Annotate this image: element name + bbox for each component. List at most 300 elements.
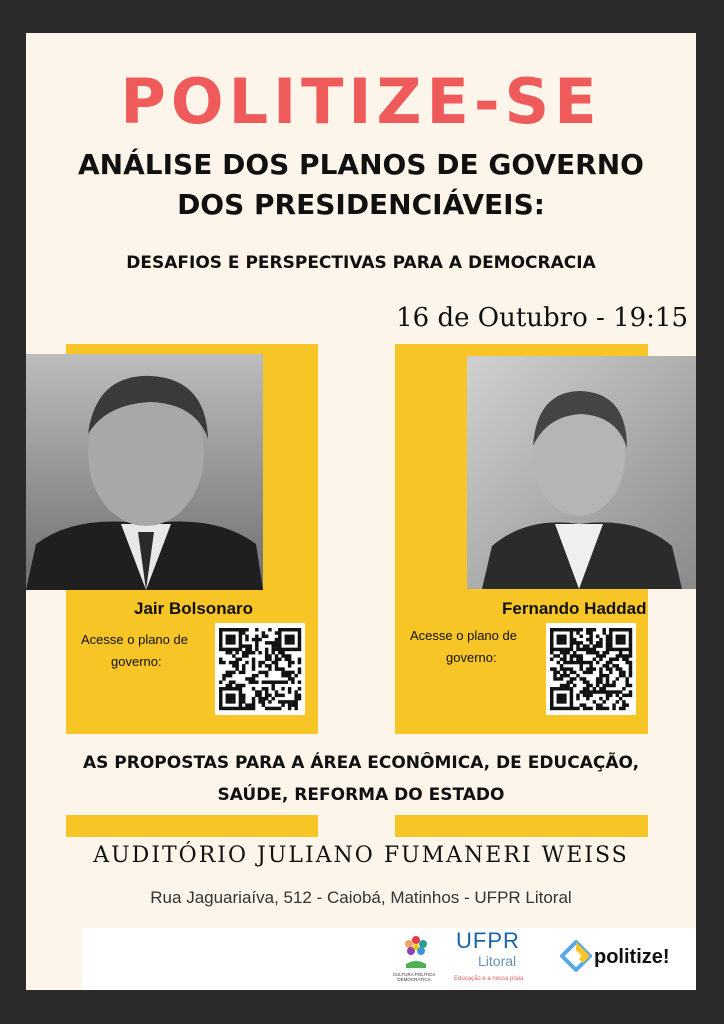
qr-module [580, 661, 583, 664]
qr-module [249, 648, 252, 651]
qr-module [265, 690, 268, 693]
qr-module [298, 635, 301, 638]
qr-module [589, 661, 592, 664]
qr-module [625, 694, 628, 697]
qr-module [235, 687, 238, 690]
qr-module [271, 707, 274, 710]
qr-module [619, 651, 622, 654]
qr-module [258, 661, 261, 664]
qr-module [609, 684, 612, 687]
qr-module [232, 654, 235, 657]
qr-module [609, 667, 612, 670]
qr-module [586, 707, 589, 710]
qr-module [606, 648, 609, 651]
qr-module [622, 674, 625, 677]
qr-module [288, 703, 291, 706]
qr-module [583, 677, 586, 680]
qr-module [563, 684, 566, 687]
qr-module [612, 680, 615, 683]
qr-module [222, 677, 225, 680]
qr-module [288, 687, 291, 690]
qr-module [593, 628, 596, 631]
qr-module [275, 664, 278, 667]
qr-module [265, 664, 268, 667]
qr-module [242, 667, 245, 670]
qr-module [275, 644, 278, 647]
qr-module [573, 671, 576, 674]
qr-module [229, 680, 232, 683]
qr-module [226, 697, 229, 700]
qr-module [566, 648, 569, 651]
qr-module [245, 651, 248, 654]
qr-module [606, 664, 609, 667]
qr-module [563, 641, 566, 644]
qr-module [262, 687, 265, 690]
qr-module [602, 651, 605, 654]
qr-module [619, 707, 622, 710]
qr-module [589, 651, 592, 654]
qr-module [586, 690, 589, 693]
qr-module [566, 667, 569, 670]
qr-module [252, 658, 255, 661]
qr-module [563, 638, 566, 641]
qr-module [583, 707, 586, 710]
qr-module [557, 677, 560, 680]
qr-module [563, 694, 566, 697]
qr-module [622, 641, 625, 644]
qr-module [262, 635, 265, 638]
qr-module [573, 641, 576, 644]
qr-module [265, 641, 268, 644]
cultura-politica-logo [400, 932, 432, 972]
qr-module [583, 648, 586, 651]
qr-module [229, 641, 232, 644]
qr-module [275, 680, 278, 683]
qr-module [222, 628, 225, 631]
qr-module [265, 694, 268, 697]
qr-module [622, 654, 625, 657]
qr-module [560, 667, 563, 670]
qr-module [576, 628, 579, 631]
qr-module [294, 703, 297, 706]
qr-module [219, 697, 222, 700]
qr-module [580, 667, 583, 670]
qr-module [616, 690, 619, 693]
qr-module [268, 664, 271, 667]
qr-module [560, 648, 563, 651]
qr-module [573, 628, 576, 631]
qr-module [265, 651, 268, 654]
qr-module [622, 638, 625, 641]
qr-module [268, 654, 271, 657]
qr-module [219, 644, 222, 647]
qr-module [281, 667, 284, 670]
qr-module [560, 697, 563, 700]
qr-module [271, 648, 274, 651]
qr-module [550, 700, 553, 703]
qr-module [268, 641, 271, 644]
qr-module [553, 654, 556, 657]
qr-module [606, 644, 609, 647]
ufpr-litoral-text: Litoral [478, 953, 517, 969]
qr-module [242, 697, 245, 700]
qr-module [629, 635, 632, 638]
qr-module [249, 677, 252, 680]
qr-module [291, 628, 294, 631]
qr-module [255, 680, 258, 683]
qr-module [265, 707, 268, 710]
qr-module [580, 664, 583, 667]
qr-module [281, 648, 284, 651]
qr-module [573, 654, 576, 657]
qr-module [239, 697, 242, 700]
qr-module [239, 638, 242, 641]
politize-logo-icon [560, 940, 592, 972]
qr-module [589, 641, 592, 644]
qr-module [245, 638, 248, 641]
qr-module [232, 635, 235, 638]
qr-module [550, 697, 553, 700]
qr-module [599, 680, 602, 683]
qr-module [557, 707, 560, 710]
qr-module [294, 674, 297, 677]
qr-module [245, 703, 248, 706]
qr-module [226, 707, 229, 710]
qr-module [229, 628, 232, 631]
qr-module [252, 697, 255, 700]
qr-module [596, 641, 599, 644]
qr-module [566, 661, 569, 664]
qr-module [255, 641, 258, 644]
qr-module [560, 694, 563, 697]
qr-module [550, 687, 553, 690]
qr-module [232, 707, 235, 710]
qr-module [596, 677, 599, 680]
qr-module [580, 677, 583, 680]
access-plan-right [410, 625, 517, 669]
qr-module [271, 697, 274, 700]
qr-module [609, 628, 612, 631]
qr-module [583, 661, 586, 664]
qr-module [586, 628, 589, 631]
access-line-2: governo: [446, 650, 497, 665]
qr-module [609, 690, 612, 693]
access-plan-left [81, 629, 188, 673]
qr-module [278, 635, 281, 638]
qr-module [586, 651, 589, 654]
qr-module [606, 697, 609, 700]
qr-module [619, 697, 622, 700]
qr-module [612, 658, 615, 661]
qr-module [619, 674, 622, 677]
qr-module [242, 707, 245, 710]
qr-module [288, 700, 291, 703]
qr-module [560, 707, 563, 710]
qr-module [245, 628, 248, 631]
qr-module [239, 703, 242, 706]
qr-module [222, 661, 225, 664]
qr-module [557, 661, 560, 664]
qr-module [593, 700, 596, 703]
portrait-icon [467, 356, 696, 589]
qr-module [226, 628, 229, 631]
qr-module [278, 631, 281, 634]
qr-module [550, 635, 553, 638]
qr-module [560, 684, 563, 687]
qr-module [596, 651, 599, 654]
qr-module [593, 658, 596, 661]
qr-module [275, 658, 278, 661]
qr-module [625, 648, 628, 651]
qr-module [557, 654, 560, 657]
qr-module [612, 707, 615, 710]
qr-module [249, 680, 252, 683]
qr-module [550, 648, 553, 651]
qr-module [619, 628, 622, 631]
qr-module [229, 661, 232, 664]
qr-module [281, 671, 284, 674]
qr-module [553, 648, 556, 651]
qr-module [576, 707, 579, 710]
qr-module [573, 651, 576, 654]
qr-module [242, 700, 245, 703]
qr-module [570, 648, 573, 651]
qr-module [616, 638, 619, 641]
qr-module [570, 694, 573, 697]
qr-module [255, 638, 258, 641]
qr-module [271, 680, 274, 683]
qr-module [599, 638, 602, 641]
qr-module [239, 700, 242, 703]
qr-module [252, 651, 255, 654]
qr-module [232, 694, 235, 697]
portrait-icon [26, 354, 263, 590]
qr-module [550, 641, 553, 644]
qr-module [229, 648, 232, 651]
qr-module [219, 703, 222, 706]
qr-module [550, 638, 553, 641]
qr-module [278, 700, 281, 703]
qr-module [285, 641, 288, 644]
qr-module [625, 661, 628, 664]
event-date: 16 de Outubro - 19:15 [396, 303, 688, 333]
qr-module [232, 628, 235, 631]
qr-module [285, 635, 288, 638]
qr-module [580, 690, 583, 693]
qr-module [586, 631, 589, 634]
qr-module [563, 697, 566, 700]
qr-module [288, 664, 291, 667]
qr-module [622, 648, 625, 651]
qr-module [576, 674, 579, 677]
qr-module [219, 628, 222, 631]
qr-module [265, 687, 268, 690]
qr-module [612, 690, 615, 693]
qr-module [560, 638, 563, 641]
qr-code-left[interactable] [215, 623, 305, 715]
qr-module [291, 661, 294, 664]
qr-module [245, 648, 248, 651]
qr-module [275, 661, 278, 664]
qr-module [602, 687, 605, 690]
qr-module [285, 638, 288, 641]
qr-module [553, 674, 556, 677]
qr-module [275, 667, 278, 670]
qr-module [580, 654, 583, 657]
qr-module [622, 703, 625, 706]
qr-module [583, 687, 586, 690]
qr-module [298, 638, 301, 641]
qr-module [589, 690, 592, 693]
qr-module [570, 661, 573, 664]
qr-module [593, 651, 596, 654]
qr-module [291, 641, 294, 644]
qr-module [245, 644, 248, 647]
qr-module [589, 671, 592, 674]
qr-module [550, 644, 553, 647]
qr-module [625, 677, 628, 680]
qr-module [239, 687, 242, 690]
qr-module [242, 671, 245, 674]
qr-module [265, 674, 268, 677]
qr-module [258, 671, 261, 674]
qr-module [596, 654, 599, 657]
qr-module [622, 635, 625, 638]
qr-module [550, 658, 553, 661]
qr-module [602, 654, 605, 657]
qr-module [616, 658, 619, 661]
qr-module [255, 648, 258, 651]
yellow-bar-right [395, 815, 648, 837]
qr-module [589, 635, 592, 638]
qr-module [616, 677, 619, 680]
qr-module [589, 631, 592, 634]
qr-module [570, 703, 573, 706]
qr-module [242, 694, 245, 697]
qr-module [235, 707, 238, 710]
qr-module [586, 671, 589, 674]
qr-module [252, 674, 255, 677]
qr-module [557, 641, 560, 644]
qr-module [557, 697, 560, 700]
qr-module [570, 671, 573, 674]
qr-module [235, 658, 238, 661]
qr-module [219, 631, 222, 634]
access-line-1: Acesse o plano de [81, 632, 188, 647]
qr-module [268, 707, 271, 710]
qr-module [235, 628, 238, 631]
qr-module [625, 658, 628, 661]
qr-module [252, 638, 255, 641]
qr-module [619, 648, 622, 651]
qr-module [563, 635, 566, 638]
qr-module [550, 628, 553, 631]
qr-module [294, 690, 297, 693]
venue-name: AUDITÓRIO JULIANO FUMANERI WEISS [93, 843, 629, 868]
qr-module [599, 707, 602, 710]
qr-module [278, 628, 281, 631]
qr-module [285, 628, 288, 631]
qr-module [288, 661, 291, 664]
qr-module [265, 654, 268, 657]
qr-module [258, 694, 261, 697]
qr-module [262, 671, 265, 674]
qr-module [586, 638, 589, 641]
qr-module [298, 697, 301, 700]
qr-code-right[interactable] [546, 623, 636, 715]
qr-module [566, 674, 569, 677]
qr-module [226, 694, 229, 697]
qr-module [252, 664, 255, 667]
qr-module [589, 707, 592, 710]
qr-module [609, 638, 612, 641]
qr-module [288, 628, 291, 631]
qr-module [629, 638, 632, 641]
qr-module [245, 654, 248, 657]
qr-module [285, 674, 288, 677]
qr-module [281, 628, 284, 631]
qr-module [583, 703, 586, 706]
qr-module [239, 690, 242, 693]
qr-module [298, 631, 301, 634]
qr-module [570, 690, 573, 693]
qr-module [294, 694, 297, 697]
qr-module [570, 707, 573, 710]
qr-module [298, 687, 301, 690]
qr-module [625, 680, 628, 683]
qr-module [298, 680, 301, 683]
qr-module [265, 635, 268, 638]
qr-module [606, 661, 609, 664]
qr-module [275, 654, 278, 657]
qr-module [625, 654, 628, 657]
qr-module [596, 684, 599, 687]
qr-module [285, 700, 288, 703]
qr-module [563, 654, 566, 657]
qr-module [586, 687, 589, 690]
qr-module [288, 671, 291, 674]
qr-module [242, 644, 245, 647]
qr-module [563, 671, 566, 674]
qr-module [291, 638, 294, 641]
qr-module [596, 690, 599, 693]
qr-module [249, 703, 252, 706]
qr-module [606, 677, 609, 680]
subtitle-line-1: ANÁLISE DOS PLANOS DE GOVERNO [78, 148, 644, 181]
qr-module [563, 674, 566, 677]
qr-module [219, 687, 222, 690]
qr-module [239, 658, 242, 661]
qr-module [239, 684, 242, 687]
qr-module [242, 631, 245, 634]
qr-module [570, 635, 573, 638]
qr-module [586, 667, 589, 670]
qr-module [599, 687, 602, 690]
qr-module [589, 694, 592, 697]
qr-module [589, 628, 592, 631]
qr-module [560, 658, 563, 661]
qr-module [245, 661, 248, 664]
qr-module [606, 690, 609, 693]
qr-module [271, 641, 274, 644]
qr-module [275, 638, 278, 641]
qr-module [252, 680, 255, 683]
proposals-text [26, 747, 696, 811]
qr-module [278, 658, 281, 661]
subtitle-line-2: DOS PRESIDENCIÁVEIS: [177, 188, 545, 221]
qr-module [219, 680, 222, 683]
qr-module [566, 687, 569, 690]
